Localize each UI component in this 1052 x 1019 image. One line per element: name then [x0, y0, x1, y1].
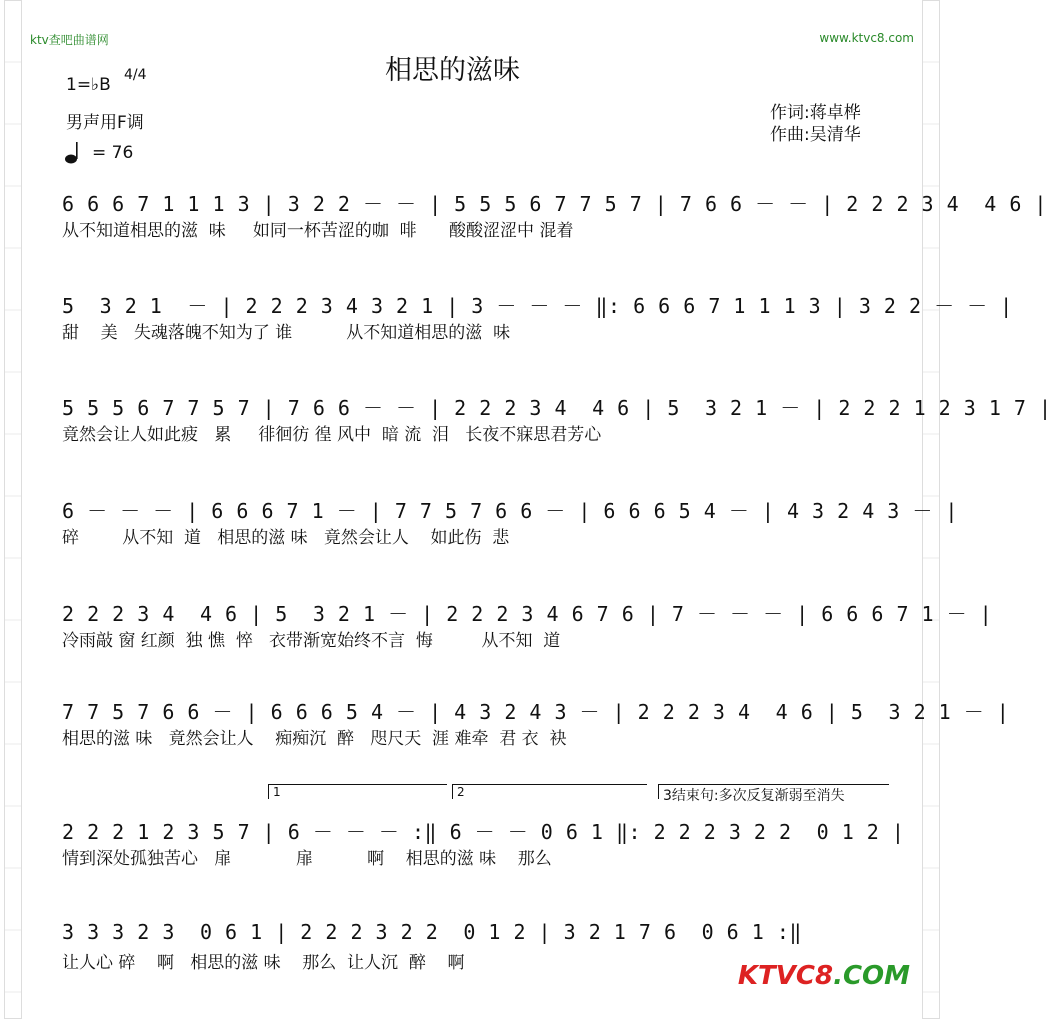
lyrics-row: 冷雨敲 窗 红颜 独 憔 悴 衣带渐宽始终不言 悔 从不知 道 — [62, 631, 561, 651]
left-border-strip — [4, 0, 22, 1019]
notation-row: 2 2 2 1 2 3 5 7 | 6 － － － :‖ 6 － － 0 6 1 ‖: 2 2 2 3 2 2 0 1 2 | — [62, 820, 905, 844]
watermark-left: ktv查吧曲谱网 — [30, 33, 109, 47]
volta-1: 1 — [268, 784, 447, 799]
notation-row: 2 2 2 3 4 4 6 | 5 3 2 1 － | 2 2 2 3 4 6 7 6 | 7 － － － | 6 6 6 7 1 － | — [62, 602, 993, 626]
notation-row: 3 3 3 2 3 0 6 1 | 2 2 2 3 2 2 0 1 2 | 3 2 1 7 6 0 6 1 :‖ — [62, 920, 802, 944]
song-title: 相思的滋味 — [385, 55, 520, 86]
lyrics-row: 让人心 碎 啊 相思的滋 味 那么 让人沉 醉 啊 — [62, 953, 465, 973]
tempo: = 76 — [92, 143, 134, 163]
notation-row: 5 5 5 6 7 7 5 7 | 7 6 6 － － | 2 2 2 3 4 4 6 | 5 3 2 1 － | 2 2 2 1 2 3 1 7 | — [62, 396, 1052, 420]
brand-logo-main: KTVC8 — [737, 961, 834, 991]
time-signature-value: 4/4 — [124, 67, 147, 83]
notation-row: 5 3 2 1 － | 2 2 2 3 4 3 2 1 | 3 － － － ‖: 6 6 6 7 1 1 1 3 | 3 2 2 － － | — [62, 294, 1013, 318]
lyrics-row: 甜 美 失魂落魄不知为了 谁 从不知道相思的滋 味 — [62, 323, 511, 343]
volta-3-ending: 3结束句:多次反复渐弱至消失 — [658, 784, 889, 799]
notation-row: 6 6 6 7 1 1 1 3 | 3 2 2 － － | 5 5 5 6 7 7 5 7 | 7 6 6 － － | 2 2 2 3 4 4 6 | — [62, 192, 1047, 216]
time-signature — [124, 68, 147, 83]
lyrics-row: 从不知道相思的滋 味 如同一杯苦涩的咖 啡 酸酸涩涩中 混着 — [62, 221, 574, 241]
brand-logo-suffix: .COM — [833, 961, 910, 991]
notation-row: 7 7 5 7 6 6 － | 6 6 6 5 4 － | 4 3 2 4 3 － | 2 2 2 3 4 4 6 | 5 3 2 1 － | — [62, 700, 1010, 724]
lyricist: 作词:蒋卓桦 — [770, 103, 861, 123]
lyrics-row: 情到深处孤独苦心 扉 扉 啊 相思的滋 味 那么 — [62, 849, 552, 869]
watermark-right: www.ktvc8.com — [819, 31, 914, 45]
volta-2: 2 — [452, 784, 647, 799]
composer: 作曲:吴清华 — [770, 125, 861, 145]
lyrics-row: 相思的滋 味 竟然会让人 痴痴沉 醉 咫尺天 涯 难牵 君 衣 袂 — [62, 729, 567, 749]
notation-row: 6 － － － | 6 6 6 7 1 － | 7 7 5 7 6 6 － | 6 6 6 5 4 － | 4 3 2 4 3 － | — [62, 499, 958, 523]
brand-logo — [738, 961, 910, 991]
male-key-note: 男声用F调 — [66, 113, 144, 133]
quarter-note-icon — [64, 142, 84, 164]
lyrics-row: 竟然会让人如此疲 累 徘徊彷 徨 风中 暗 流 泪 长夜不寐思君芳心 — [62, 425, 602, 445]
lyrics-row: 碎 从不知 道 相思的滋 味 竟然会让人 如此伤 悲 — [62, 528, 510, 548]
key-signature: 1=♭B — [66, 75, 111, 95]
